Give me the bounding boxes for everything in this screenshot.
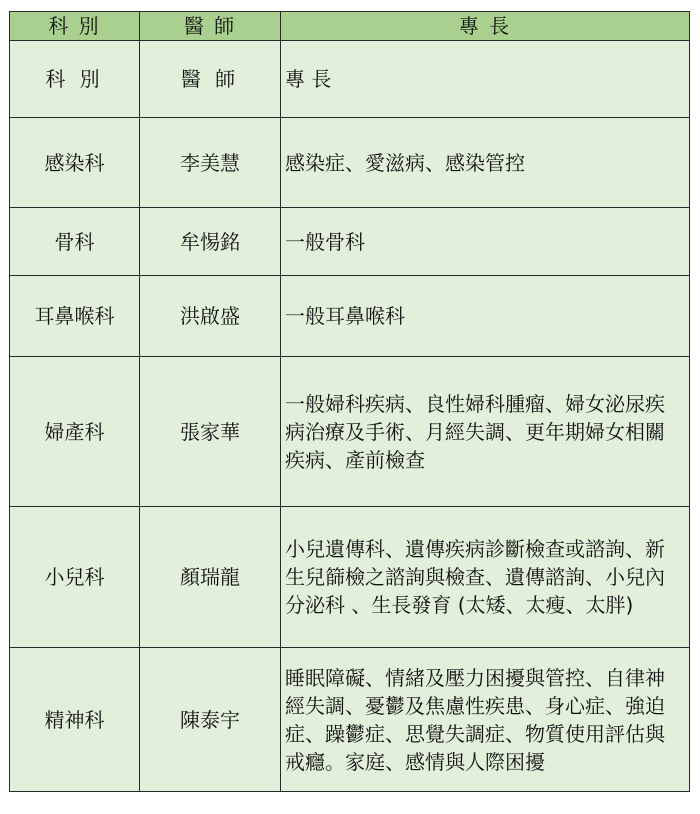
header-row — [10, 12, 690, 41]
department-cell: 耳鼻喉科 — [10, 276, 140, 357]
header-doctor: 醫 師 — [140, 12, 281, 41]
table-row — [10, 507, 690, 648]
department-cell: 婦產科 — [10, 357, 140, 507]
doctor-cell: 李美慧 — [140, 118, 281, 208]
doctor-specialty-table — [9, 11, 690, 792]
table-row — [10, 357, 690, 507]
specialty-cell: 小兒遺傳科、遺傳疾病診斷檢查或諮詢、新生兒篩檢之諮詢與檢查、遺傳諮詢、小兒內分泌科 、生長發育 (太矮、太瘦、太胖) — [281, 507, 690, 648]
table-body — [10, 41, 690, 792]
header-specialty: 專 長 — [281, 12, 690, 41]
table-row — [10, 648, 690, 792]
doctor-cell: 洪啟盛 — [140, 276, 281, 357]
specialty-cell: 感染症、愛滋病、感染管控 — [281, 118, 690, 208]
doctor-cell: 顏瑞龍 — [140, 507, 281, 648]
table-row — [10, 208, 690, 276]
department-cell: 精神科 — [10, 648, 140, 792]
department-cell: 骨科 — [10, 208, 140, 276]
doctor-cell: 牟惕銘 — [140, 208, 281, 276]
table-row — [10, 276, 690, 357]
table-header — [10, 12, 690, 41]
doctor-cell: 醫 師 — [140, 41, 281, 118]
doctor-cell: 陳泰宇 — [140, 648, 281, 792]
department-cell: 科 別 — [10, 41, 140, 118]
specialty-cell: 睡眠障礙、情緒及壓力困擾與管控、自律神經失調、憂鬱及焦慮性疾患、身心症、強迫症、躁鬱症、思覺失調症、物質使用評估與戒癮。家庭、感情與人際困擾 — [281, 648, 690, 792]
table-row — [10, 41, 690, 118]
specialty-cell: 一般耳鼻喉科 — [281, 276, 690, 357]
specialty-cell: 專 長 — [281, 41, 690, 118]
department-cell: 感染科 — [10, 118, 140, 208]
doctor-cell: 張家華 — [140, 357, 281, 507]
specialty-cell: 一般骨科 — [281, 208, 690, 276]
header-department: 科 別 — [10, 12, 140, 41]
table-row — [10, 118, 690, 208]
specialty-cell: 一般婦科疾病、良性婦科腫瘤、婦女泌尿疾病治療及手術、月經失調、更年期婦女相關疾病、產前檢查 — [281, 357, 690, 507]
department-cell: 小兒科 — [10, 507, 140, 648]
